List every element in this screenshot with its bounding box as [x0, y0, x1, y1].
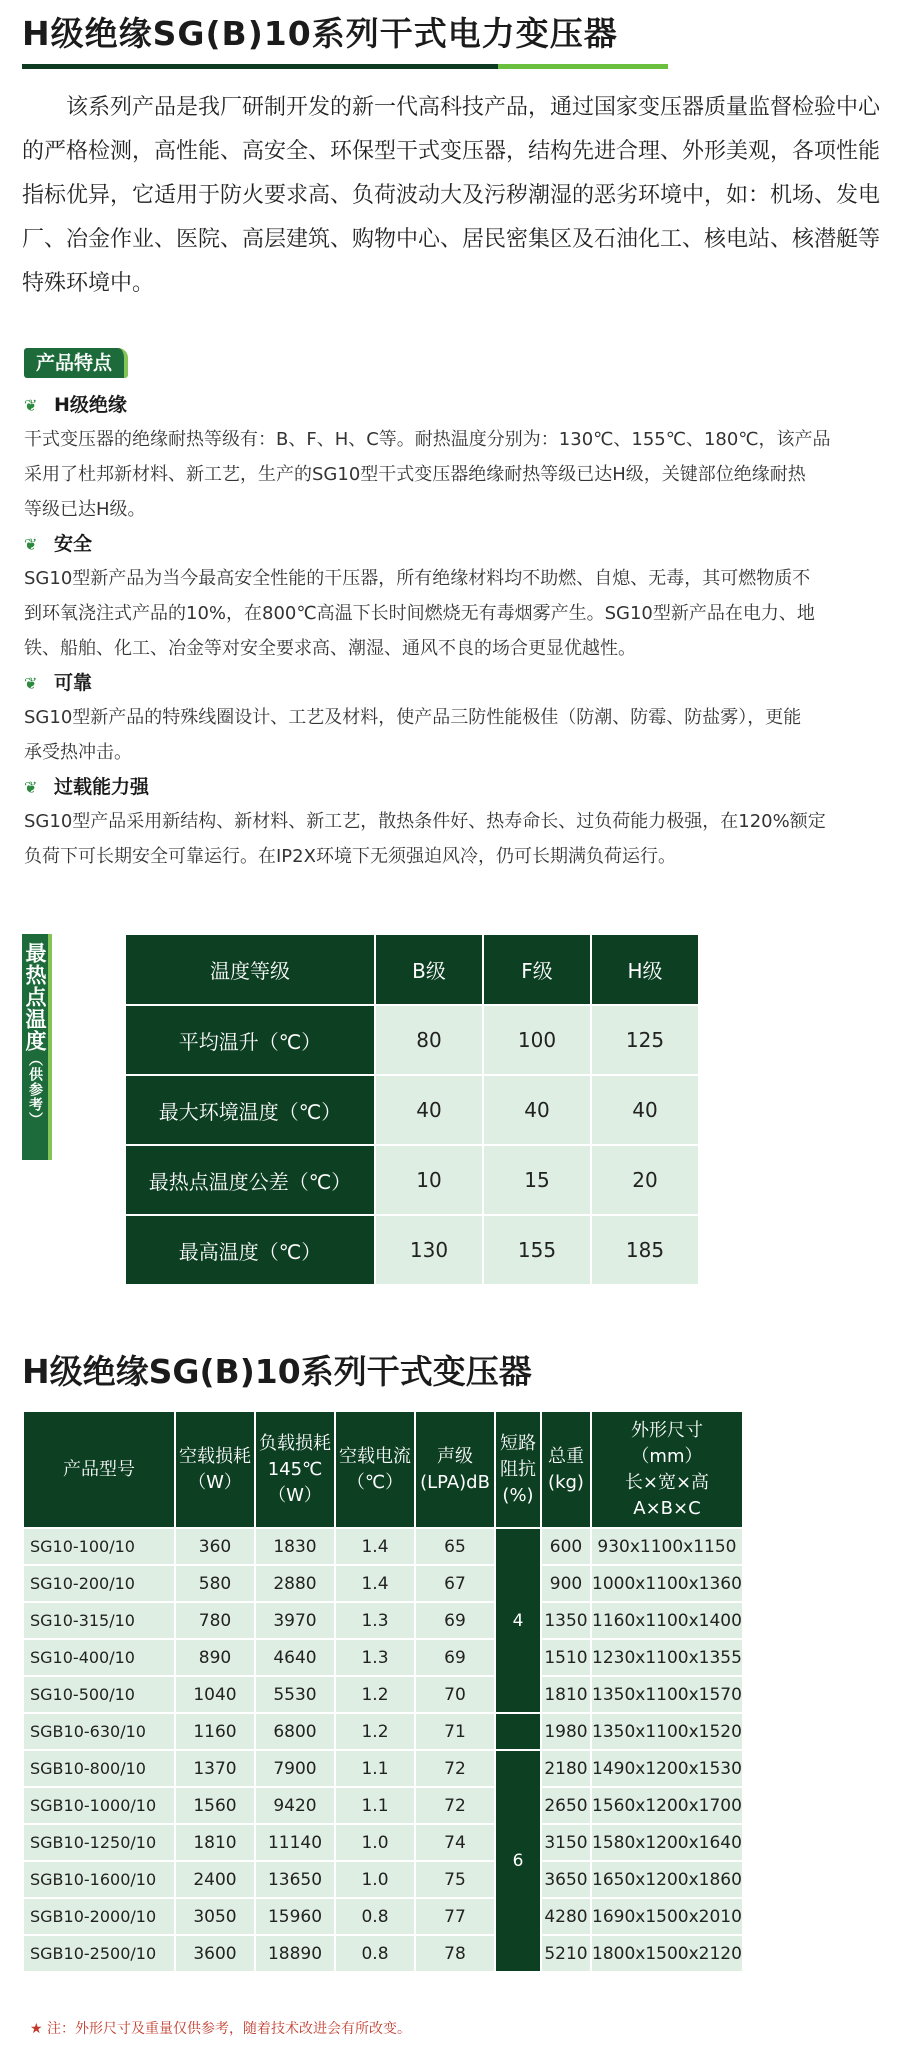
spec-value-cell: 360 — [175, 1528, 255, 1565]
spec-value-cell: 15960 — [255, 1898, 335, 1935]
temp-row-label: 平均温升（℃） — [125, 1005, 375, 1075]
spec-value-cell: 3600 — [175, 1935, 255, 1972]
spec-header-line: (LPA)dB — [420, 1471, 490, 1493]
spec-value-cell: 2650 — [541, 1787, 591, 1824]
spec-value-cell: 7900 — [255, 1750, 335, 1787]
spec-header-cell — [23, 1411, 175, 1528]
spec-header-line: 长×宽×高 — [624, 1471, 710, 1493]
temperature-table — [124, 933, 700, 1286]
spec-value-cell: 1350 — [541, 1602, 591, 1639]
spec-table-row — [23, 1750, 743, 1787]
spec-value-cell: 9420 — [255, 1787, 335, 1824]
spec-value-cell: 69 — [415, 1639, 495, 1676]
spec-value-cell: 2180 — [541, 1750, 591, 1787]
spec-value-cell: 67 — [415, 1565, 495, 1602]
spec-value-cell: 780 — [175, 1602, 255, 1639]
feature-title: H级绝缘 — [54, 394, 127, 416]
feature-text-line: 干式变压器的绝缘耐热等级有：B、F、H、C等。耐热温度分别为：130℃、155℃、180℃，该产品 — [24, 429, 831, 450]
spec-value-cell: 11140 — [255, 1824, 335, 1861]
spec-value-cell: 1690x1500x2010 — [591, 1898, 743, 1935]
temp-value-cell: 130 — [375, 1215, 483, 1285]
spec-header-line: A×B×C — [633, 1497, 701, 1519]
leaf-icon: ❦ — [24, 535, 38, 554]
spec-value-cell: 1.4 — [335, 1528, 415, 1565]
feature-title: 可靠 — [54, 672, 93, 694]
spec-value-cell: 580 — [175, 1565, 255, 1602]
spec-header-line: （W） — [188, 1471, 242, 1493]
spec-value-cell: 1490x1200x1530 — [591, 1750, 743, 1787]
spec-value-cell: 3650 — [541, 1861, 591, 1898]
title-divider — [22, 64, 668, 69]
temp-table-row — [125, 1075, 699, 1145]
temp-value-cell: 40 — [591, 1075, 699, 1145]
spec-value-cell: 1800x1500x2120 — [591, 1935, 743, 1972]
model-cell: SG10-400/10 — [23, 1639, 175, 1676]
spec-value-cell: 1.2 — [335, 1713, 415, 1750]
spec-value-cell: 1.0 — [335, 1824, 415, 1861]
spec-value-cell: 18890 — [255, 1935, 335, 1972]
spec-value-cell: 1.2 — [335, 1676, 415, 1713]
spec-value-cell: 77 — [415, 1898, 495, 1935]
temp-table-header — [125, 934, 699, 1005]
temp-banner-main: 最热点温度 — [23, 942, 47, 1052]
spec-value-cell: 1810 — [541, 1676, 591, 1713]
spec-table-title: H级绝缘SG(B)10系列干式变压器 — [22, 1352, 532, 1391]
spec-header-cell — [175, 1411, 255, 1528]
spec-value-cell: 5530 — [255, 1676, 335, 1713]
spec-value-cell: 1350x1100x1520 — [591, 1713, 743, 1750]
spec-header-line: (%) — [502, 1484, 534, 1506]
temp-value-cell: 185 — [591, 1215, 699, 1285]
spec-table-row — [23, 1824, 743, 1861]
spec-header-line: 外形尺寸 — [630, 1419, 703, 1441]
temp-value-cell: 125 — [591, 1005, 699, 1075]
spec-table-row — [23, 1676, 743, 1713]
spec-header-cell — [591, 1411, 743, 1528]
spec-value-cell: 600 — [541, 1528, 591, 1565]
spec-value-cell: 1.1 — [335, 1787, 415, 1824]
spec-header-cell — [415, 1411, 495, 1528]
leaf-icon: ❦ — [24, 778, 38, 797]
feature-text-line: 到环氧浇注式产品的10%，在800℃高温下长时间燃烧无有毒烟雾产生。SG10型新产品在电力、地 — [24, 603, 815, 624]
spec-table — [22, 1410, 744, 1973]
spec-header-line: （mm） — [631, 1445, 703, 1467]
spec-value-cell: 1370 — [175, 1750, 255, 1787]
spec-value-cell: 3150 — [541, 1824, 591, 1861]
spec-value-cell: 1560x1200x1700 — [591, 1787, 743, 1824]
feature-text-line: 负荷下可长期安全可靠运行。在IP2X环境下无须强迫风冷，仍可长期满负荷运行。 — [24, 846, 676, 867]
temp-row-label: 最高温度（℃） — [125, 1215, 375, 1285]
leaf-icon: ❦ — [24, 396, 38, 415]
spec-value-cell: 69 — [415, 1602, 495, 1639]
model-cell: SG10-500/10 — [23, 1676, 175, 1713]
spec-table-row — [23, 1898, 743, 1935]
spec-value-cell: 1230x1100x1355 — [591, 1639, 743, 1676]
feature-text-line: SG10型新产品为当今最高安全性能的干压器，所有绝缘材料均不助燃、自熄、无毒，其可燃物质不 — [24, 568, 811, 589]
spec-header-line: 短路 — [500, 1432, 536, 1454]
feature-text-line: 承受热冲击。 — [24, 742, 132, 763]
model-cell: SG10-315/10 — [23, 1602, 175, 1639]
temp-header-cell: 温度等级 — [125, 934, 375, 1005]
spec-header-cell — [335, 1411, 415, 1528]
spec-value-cell: 4280 — [541, 1898, 591, 1935]
spec-value-cell: 1160 — [175, 1713, 255, 1750]
spec-value-cell: 5210 — [541, 1935, 591, 1972]
spec-value-cell: 71 — [415, 1713, 495, 1750]
spec-value-cell: 1000x1100x1360 — [591, 1565, 743, 1602]
model-cell: SGB10-1000/10 — [23, 1787, 175, 1824]
spec-header-cell — [541, 1411, 591, 1528]
spec-value-cell: 1040 — [175, 1676, 255, 1713]
feature-heading — [24, 770, 900, 804]
feature-heading — [24, 666, 900, 700]
spec-header-line: (kg) — [548, 1471, 584, 1493]
spec-value-cell: 2880 — [255, 1565, 335, 1602]
spec-value-cell: 930x1100x1150 — [591, 1528, 743, 1565]
model-cell: SG10-200/10 — [23, 1565, 175, 1602]
spec-value-cell: 1810 — [175, 1824, 255, 1861]
spec-value-cell: 6800 — [255, 1713, 335, 1750]
model-cell: SGB10-2000/10 — [23, 1898, 175, 1935]
temp-value-cell: 20 — [591, 1145, 699, 1215]
spec-value-cell: 3970 — [255, 1602, 335, 1639]
impedance-gap-cell — [495, 1713, 541, 1750]
model-cell: SGB10-1250/10 — [23, 1824, 175, 1861]
spec-value-cell: 900 — [541, 1565, 591, 1602]
spec-value-cell: 1980 — [541, 1713, 591, 1750]
spec-value-cell: 72 — [415, 1787, 495, 1824]
temp-table-row — [125, 1145, 699, 1215]
spec-value-cell: 1580x1200x1640 — [591, 1824, 743, 1861]
feature-heading — [24, 527, 900, 561]
spec-value-cell: 1.0 — [335, 1861, 415, 1898]
spec-value-cell: 74 — [415, 1824, 495, 1861]
model-cell: SGB10-630/10 — [23, 1713, 175, 1750]
spec-value-cell: 4640 — [255, 1639, 335, 1676]
spec-header-line: 负载损耗 — [259, 1432, 331, 1454]
temp-value-cell: 100 — [483, 1005, 591, 1075]
feature-text-line: 铁、船舶、化工、冶金等对安全要求高、潮湿、通风不良的场合更显优越性。 — [24, 638, 636, 659]
spec-table-row — [23, 1602, 743, 1639]
spec-value-cell: 0.8 — [335, 1898, 415, 1935]
spec-value-cell: 72 — [415, 1750, 495, 1787]
spec-header-line: 空载损耗 — [179, 1445, 251, 1467]
spec-table-header — [23, 1411, 743, 1528]
spec-table-row — [23, 1528, 743, 1565]
spec-value-cell: 1.3 — [335, 1639, 415, 1676]
temp-side-banner — [22, 934, 52, 1160]
intro-paragraph — [22, 86, 892, 306]
temp-header-cell: B级 — [375, 934, 483, 1005]
feature-text-line: 采用了杜邦新材料、新工艺，生产的SG10型干式变压器绝缘耐热等级已达H级，关键部位绝缘耐热 — [24, 464, 806, 485]
spec-header-cell — [255, 1411, 335, 1528]
spec-header-line: 产品型号 — [63, 1458, 135, 1480]
temp-table-row — [125, 1005, 699, 1075]
temp-value-cell: 15 — [483, 1145, 591, 1215]
temp-table-row — [125, 1215, 699, 1285]
temp-value-cell: 155 — [483, 1215, 591, 1285]
spec-header-line: （℃） — [346, 1471, 404, 1493]
feature-title: 安全 — [54, 533, 93, 555]
spec-value-cell: 1830 — [255, 1528, 335, 1565]
spec-value-cell: 0.8 — [335, 1935, 415, 1972]
temp-header-cell: H级 — [591, 934, 699, 1005]
spec-table-row — [23, 1861, 743, 1898]
spec-header-line: 空载电流 — [339, 1445, 411, 1467]
spec-value-cell: 1.4 — [335, 1565, 415, 1602]
spec-value-cell: 1.1 — [335, 1750, 415, 1787]
spec-table-row — [23, 1935, 743, 1972]
spec-value-cell: 75 — [415, 1861, 495, 1898]
temp-row-label: 最大环境温度（℃） — [125, 1075, 375, 1145]
spec-value-cell: 890 — [175, 1639, 255, 1676]
feature-text-line: SG10型新产品的特殊线圈设计、工艺及材料，使产品三防性能极佳（防潮、防霉、防盐雾），更能 — [24, 707, 802, 728]
spec-value-cell: 13650 — [255, 1861, 335, 1898]
temp-value-cell: 40 — [483, 1075, 591, 1145]
model-cell: SG10-100/10 — [23, 1528, 175, 1565]
temp-value-cell: 40 — [375, 1075, 483, 1145]
leaf-icon: ❦ — [24, 674, 38, 693]
spec-value-cell: 1510 — [541, 1639, 591, 1676]
spec-header-line: 阻抗 — [500, 1458, 536, 1480]
spec-value-cell: 70 — [415, 1676, 495, 1713]
spec-table-row — [23, 1713, 743, 1750]
temp-banner-sub: （供参考） — [27, 1052, 43, 1127]
spec-value-cell: 1160x1100x1400 — [591, 1602, 743, 1639]
footnote: ★ 注：外形尺寸及重量仅供参考，随着技术改进会有所改变。 — [30, 2021, 411, 2037]
features-section-tag: 产品特点 — [24, 348, 128, 378]
spec-value-cell: 65 — [415, 1528, 495, 1565]
temp-row-label: 最热点温度公差（℃） — [125, 1145, 375, 1215]
feature-text-line: 等级已达H级。 — [24, 499, 146, 520]
temp-header-cell: F级 — [483, 934, 591, 1005]
feature-heading — [24, 388, 900, 422]
spec-table-row — [23, 1565, 743, 1602]
temp-value-cell: 10 — [375, 1145, 483, 1215]
feature-text-line: SG10型产品采用新结构、新材料、新工艺，散热条件好、热寿命长、过负荷能力极强，在120%额定 — [24, 811, 826, 832]
features-list — [24, 388, 900, 874]
spec-table-row — [23, 1639, 743, 1676]
model-cell: SGB10-800/10 — [23, 1750, 175, 1787]
spec-value-cell: 1560 — [175, 1787, 255, 1824]
temp-value-cell: 80 — [375, 1005, 483, 1075]
spec-header-line: 145℃ — [267, 1458, 323, 1480]
page-title: H级绝缘SG(B)10系列干式电力变压器 — [22, 14, 618, 53]
impedance-cell: 6 — [495, 1750, 541, 1972]
spec-value-cell: 3050 — [175, 1898, 255, 1935]
spec-value-cell: 1350x1100x1570 — [591, 1676, 743, 1713]
spec-header-cell — [495, 1411, 541, 1528]
spec-header-line: （W） — [268, 1484, 322, 1506]
spec-header-line: 声级 — [437, 1445, 473, 1467]
model-cell: SGB10-2500/10 — [23, 1935, 175, 1972]
model-cell: SGB10-1600/10 — [23, 1861, 175, 1898]
spec-value-cell: 78 — [415, 1935, 495, 1972]
intro-text: 该系列产品是我厂研制开发的新一代高科技产品，通过国家变压器质量监督检验中心的严格检测，高性能、高安全、环保型干式变压器，结构先进合理、外形美观，各项性能指标优异，它适用于防火要求高、负荷波动大及污秽潮湿的恶劣环境中，如：机场、发电厂、冶金作业、医院、高层建筑、购物中心、居民密集区及石油化工、核电站、核潜艇等特殊环境中。 — [22, 95, 881, 296]
spec-value-cell: 1650x1200x1860 — [591, 1861, 743, 1898]
spec-header-line: 总重 — [548, 1445, 584, 1467]
spec-table-row — [23, 1787, 743, 1824]
spec-value-cell: 2400 — [175, 1861, 255, 1898]
impedance-cell: 4 — [495, 1528, 541, 1713]
spec-value-cell: 1.3 — [335, 1602, 415, 1639]
feature-title: 过载能力强 — [54, 776, 150, 798]
